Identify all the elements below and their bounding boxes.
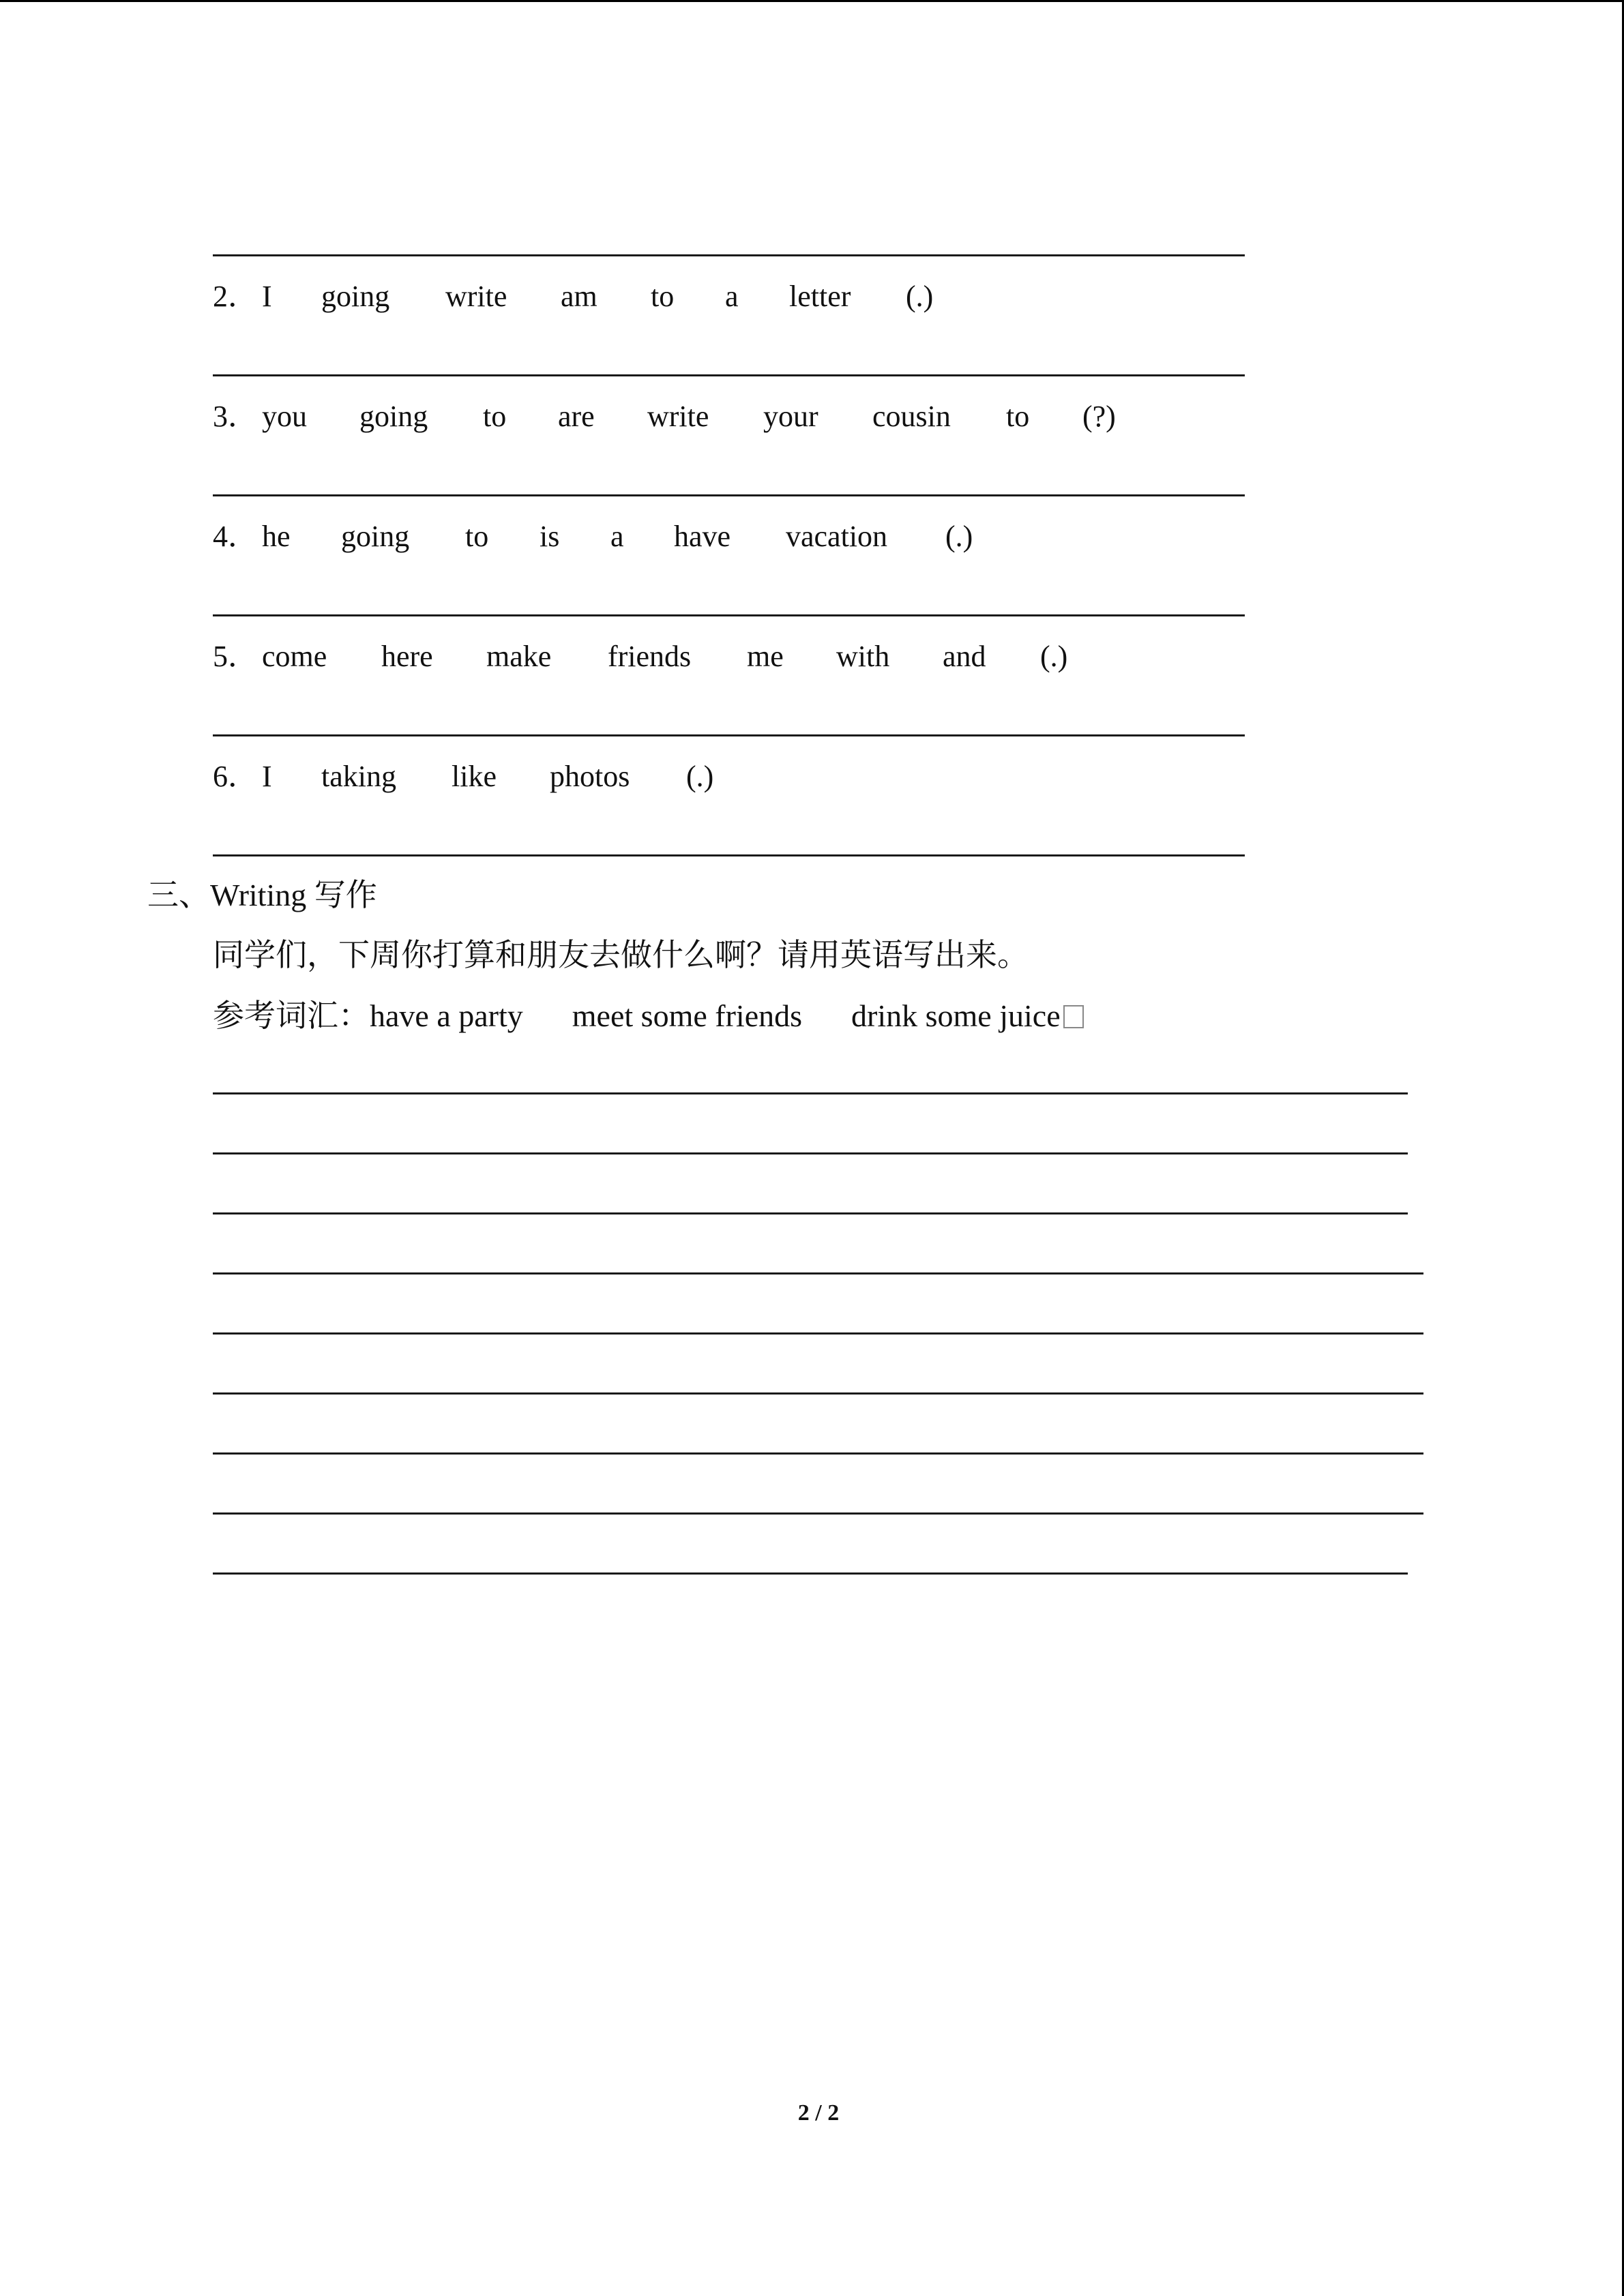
scrambled-word: have bbox=[674, 520, 731, 553]
writing-line[interactable] bbox=[213, 1332, 1423, 1335]
question-number: 4． bbox=[213, 520, 258, 553]
scrambled-word: write bbox=[445, 280, 507, 313]
scrambled-word: he bbox=[262, 520, 291, 553]
scrambled-word: going bbox=[321, 280, 390, 313]
box-glyph-icon bbox=[1063, 1005, 1084, 1028]
answer-line[interactable] bbox=[213, 254, 1245, 256]
scrambled-word: a bbox=[610, 520, 624, 553]
scrambled-word: with bbox=[836, 640, 890, 673]
scrambled-word: going bbox=[359, 400, 428, 433]
scrambled-word: I bbox=[262, 280, 272, 313]
scrambled-word: going bbox=[341, 520, 410, 553]
question-number: 5． bbox=[213, 640, 258, 673]
page-number: 2 / 2 bbox=[797, 2100, 840, 2126]
scrambled-word: write bbox=[647, 400, 709, 433]
answer-line[interactable] bbox=[213, 734, 1245, 736]
scrambled-word: you bbox=[262, 400, 307, 433]
scrambled-word: (.) bbox=[945, 520, 973, 553]
scrambled-word: are bbox=[558, 400, 595, 433]
scrambled-word: to bbox=[1006, 400, 1030, 433]
scrambled-word: me bbox=[747, 640, 784, 673]
scrambled-word: to bbox=[483, 400, 507, 433]
vocab-label: 参考词汇： bbox=[213, 998, 370, 1033]
vocab-item: have a party bbox=[370, 998, 523, 1033]
scrambled-word: (.) bbox=[1040, 640, 1068, 673]
writing-line[interactable] bbox=[213, 1512, 1423, 1515]
writing-line[interactable] bbox=[213, 1392, 1423, 1395]
writing-line[interactable] bbox=[213, 1572, 1408, 1575]
scrambled-word: (.) bbox=[686, 760, 714, 793]
answer-line[interactable] bbox=[213, 614, 1245, 616]
scrambled-word: to bbox=[465, 520, 489, 553]
writing-line[interactable] bbox=[213, 1272, 1423, 1274]
scrambled-word: is bbox=[540, 520, 560, 553]
scrambled-word: vacation bbox=[786, 520, 888, 553]
scrambled-word: here bbox=[381, 640, 433, 673]
writing-line[interactable] bbox=[213, 1152, 1408, 1154]
scrambled-word: I bbox=[262, 760, 272, 793]
writing-line[interactable] bbox=[213, 1452, 1423, 1455]
scrambled-word: (?) bbox=[1082, 400, 1116, 433]
scrambled-word: like bbox=[452, 760, 497, 793]
vocab-line bbox=[213, 996, 1084, 1037]
scrambled-word: and bbox=[943, 640, 986, 673]
vocab-item: drink some juice bbox=[851, 998, 1061, 1033]
question-number: 3． bbox=[213, 400, 258, 433]
scrambled-word: taking bbox=[321, 760, 396, 793]
scrambled-word: make bbox=[486, 640, 552, 673]
scrambled-word: to bbox=[651, 280, 675, 313]
scrambled-word: your bbox=[763, 400, 818, 433]
scrambled-word: come bbox=[262, 640, 327, 673]
answer-line[interactable] bbox=[213, 854, 1245, 856]
vocab-item: meet some friends bbox=[572, 998, 803, 1033]
question-number: 2． bbox=[213, 280, 258, 313]
scrambled-word: (.) bbox=[906, 280, 934, 313]
scrambled-word: friends bbox=[608, 640, 692, 673]
scrambled-word: photos bbox=[550, 760, 630, 793]
scrambled-word: cousin bbox=[872, 400, 951, 433]
writing-line[interactable] bbox=[213, 1092, 1408, 1094]
answer-line[interactable] bbox=[213, 494, 1245, 496]
writing-line[interactable] bbox=[213, 1212, 1408, 1214]
page-top-border bbox=[0, 0, 1624, 2]
question-number: 6． bbox=[213, 760, 258, 793]
scrambled-word: am bbox=[561, 280, 597, 313]
section-title-writing: 三、Writing 写作 bbox=[147, 878, 377, 912]
scrambled-word: letter bbox=[789, 280, 851, 313]
scrambled-word: a bbox=[725, 280, 739, 313]
writing-prompt: 同学们，下周你打算和朋友去做什么啊？请用英语写出来。 bbox=[213, 938, 1029, 972]
answer-line[interactable] bbox=[213, 374, 1245, 376]
